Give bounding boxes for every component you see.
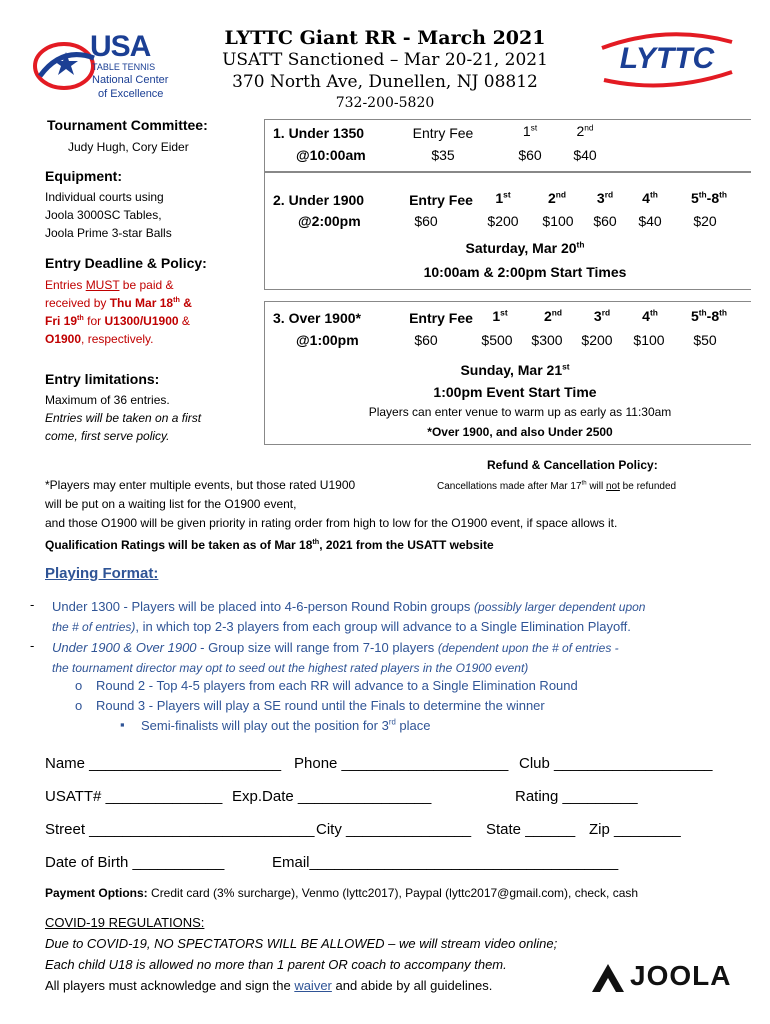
covid-line-3: All players must acknowledge and sign the waiver and abide by all guidelines.: [45, 978, 493, 993]
rating-field[interactable]: Rating _________: [515, 788, 638, 805]
covid-line-2: Each child U18 is allowed no more than 1 parent OR coach to accompany them.: [45, 957, 507, 972]
multi-entry-note-2: will be put on a waiting list for the O1900 event,: [45, 497, 297, 511]
semi-marker: ▪: [120, 717, 125, 732]
multi-entry-note-1: *Players may enter multiple events, but those rated U1900: [45, 478, 356, 492]
event-2-prize-5-label: 5th-8th: [690, 189, 728, 206]
sunday-time: 1:00pm Event Start Time: [433, 384, 597, 400]
limits-line-2: Entries will be taken on a first: [45, 411, 202, 425]
format-bullet-2: Under 1900 & Over 1900 - Group size will range from 7-10 players (dependent upon the # of entries - the tournament director may opt to seed out the highest rated players in the O1900 event): [52, 640, 619, 675]
payment-options: Payment Options: Credit card (3% surcharge), Venmo (lyttc2017), Paypal (lyttc2017@gmail.com), check, cash: [45, 886, 639, 900]
equipment-heading: Equipment:: [45, 168, 122, 184]
covid-line-1: Due to COVID-19, NO SPECTATORS WILL BE ALLOWED – we will stream video online;: [45, 936, 558, 951]
round-2-text: Round 2 - Top 4-5 players from each RR will advance to a Single Elimination Round: [96, 678, 578, 693]
over1900-note: *Over 1900, and also Under 2500: [427, 425, 613, 439]
sanction-line: USATT Sanctioned – Mar 20-21, 2021: [222, 50, 548, 70]
state-field[interactable]: State ______: [486, 821, 576, 838]
event-3-prize-5-label: 5th-8th: [690, 307, 728, 324]
event-2-prize-2: $100: [542, 213, 574, 229]
limits-heading: Entry limitations:: [45, 371, 160, 387]
event-3-prize-2: $300: [531, 332, 563, 348]
event-3-prize-4: $100: [633, 332, 665, 348]
saturday-times: 10:00am & 2:00pm Start Times: [423, 264, 627, 280]
event-3-prize-1-label: 1st: [492, 307, 508, 324]
event-3-time: @1:00pm: [296, 332, 359, 348]
page-title: LYTTC Giant RR - March 2021: [224, 27, 546, 49]
street-field[interactable]: Street ___________________________: [45, 821, 315, 838]
warmup-note: Players can enter venue to warm up as early as 11:30am: [368, 405, 672, 419]
event-3-prize-5: $50: [693, 332, 717, 348]
usa-line-3: of Excellence: [98, 88, 164, 100]
lyttc-word: LYTTC: [619, 42, 715, 75]
event-2-prize-4: $40: [638, 213, 662, 229]
event-1-fee-label: Entry Fee: [412, 125, 474, 141]
committee-heading: Tournament Committee:: [47, 117, 208, 133]
event-2-prize-3: $60: [593, 213, 617, 229]
event-2-prize-1-label: 1st: [495, 189, 511, 206]
event-3-name: 3. Over 1900*: [273, 310, 361, 326]
club-field[interactable]: Club ___________________: [519, 755, 713, 772]
deadline-heading: Entry Deadline & Policy:: [45, 255, 207, 271]
sunday-date: Sunday, Mar 21st: [460, 361, 570, 378]
event-1-prize-1: $60: [518, 147, 542, 163]
event-2-time: @2:00pm: [298, 213, 361, 229]
event-1-prize-2: $40: [573, 147, 597, 163]
refund-heading: Refund & Cancellation Policy:: [487, 458, 658, 472]
event-1-name: 1. Under 1350: [273, 125, 365, 141]
city-field[interactable]: City _______________: [316, 821, 472, 838]
usa-tt-logo: [32, 30, 182, 105]
dob-field[interactable]: Date of Birth ___________: [45, 854, 225, 871]
email-field[interactable]: Email_____________________________________: [272, 854, 619, 871]
saturday-date: Saturday, Mar 20th: [465, 239, 585, 256]
event-2-fee-label: Entry Fee: [409, 192, 473, 208]
round-3-marker: o: [75, 698, 83, 713]
equipment-line-3: Joola Prime 3-star Balls: [45, 226, 172, 240]
usa-line-1: TABLE TENNIS: [92, 62, 156, 72]
format-bullet-1: Under 1300 - Players will be placed into 4-6-person Round Robin groups (possibly larger dependent upon the # of entries), in which top 2-3 players from each group will advance to a Single Elimination Playoff.: [52, 599, 646, 634]
event-1-fee: $35: [431, 147, 455, 163]
event-2-prize-4-label: 4th: [642, 189, 658, 206]
event-2-prize-3-label: 3rd: [596, 189, 614, 206]
round-2-marker: o: [75, 678, 83, 693]
event-2-prize-1: $200: [487, 213, 519, 229]
event-1-prize-2-label: 2nd: [576, 122, 594, 139]
event-2-prize-2-label: 2nd: [547, 189, 567, 206]
committee-names: Judy Hugh, Cory Eider: [68, 140, 189, 154]
joola-word: JOOLA: [630, 960, 732, 991]
usa-line-2: National Center: [92, 74, 169, 86]
event-2-fee: $60: [414, 213, 438, 229]
multi-entry-note-3: and those O1900 will be given priority in rating order from high to low for the O1900 event, if space allows it.: [45, 516, 618, 530]
limits-line-3: come, first serve policy.: [45, 429, 170, 443]
usa-word: USA: [90, 30, 151, 63]
name-field[interactable]: Name _______________________: [45, 755, 282, 772]
event-3-prize-3-label: 3rd: [593, 307, 611, 324]
address-line: 370 North Ave, Dunellen, NJ 08812: [232, 72, 538, 92]
event-2-name: 2. Under 1900: [273, 192, 365, 208]
event-3-fee-label: Entry Fee: [409, 310, 473, 326]
phone-line: 732-200-5820: [335, 95, 435, 111]
covid-heading: COVID-19 REGULATIONS:: [45, 915, 205, 930]
deadline-policy: Entries MUST be paid & received by Thu Mar 18th & Fri 19th for U1300/U1900 & O1900, respectively.: [45, 278, 192, 346]
waiver-link[interactable]: waiver: [294, 978, 332, 993]
format-heading: Playing Format:: [45, 565, 159, 582]
event-3-prize-2-label: 2nd: [543, 307, 563, 324]
refund-text: Cancellations made after Mar 17th will not be refunded: [437, 480, 677, 492]
equipment-line-1: Individual courts using: [45, 190, 164, 204]
event-3-prize-4-label: 4th: [642, 307, 658, 324]
event-2-prize-5: $20: [693, 213, 717, 229]
lyttc-logo: [592, 28, 742, 90]
event-3-prize-3: $200: [581, 332, 613, 348]
joola-logo: [588, 960, 748, 996]
joola-mark-icon: [588, 962, 628, 994]
event-3-fee: $60: [414, 332, 438, 348]
event-1-time: @10:00am: [296, 147, 366, 163]
qualification-note: Qualification Ratings will be taken as of Mar 18th, 2021 from the USATT website: [45, 537, 494, 552]
usatt-field[interactable]: USATT# ______________: [45, 788, 223, 805]
limits-line-1: Maximum of 36 entries.: [45, 393, 170, 407]
format-dash-2: -: [30, 638, 35, 653]
semi-text: Semi-finalists will play out the position for 3rd place: [141, 717, 431, 733]
event-3-prize-1: $500: [481, 332, 513, 348]
phone-field[interactable]: Phone ____________________: [294, 755, 509, 772]
round-3-text: Round 3 - Players will play a SE round until the Finals to determine the winner: [96, 698, 545, 713]
format-dash-1: -: [30, 597, 35, 612]
zip-field[interactable]: Zip ________: [589, 821, 681, 838]
equipment-line-2: Joola 3000SC Tables,: [45, 208, 162, 222]
expdate-field[interactable]: Exp.Date ________________: [232, 788, 432, 805]
event-1-prize-1-label: 1st: [522, 122, 538, 139]
